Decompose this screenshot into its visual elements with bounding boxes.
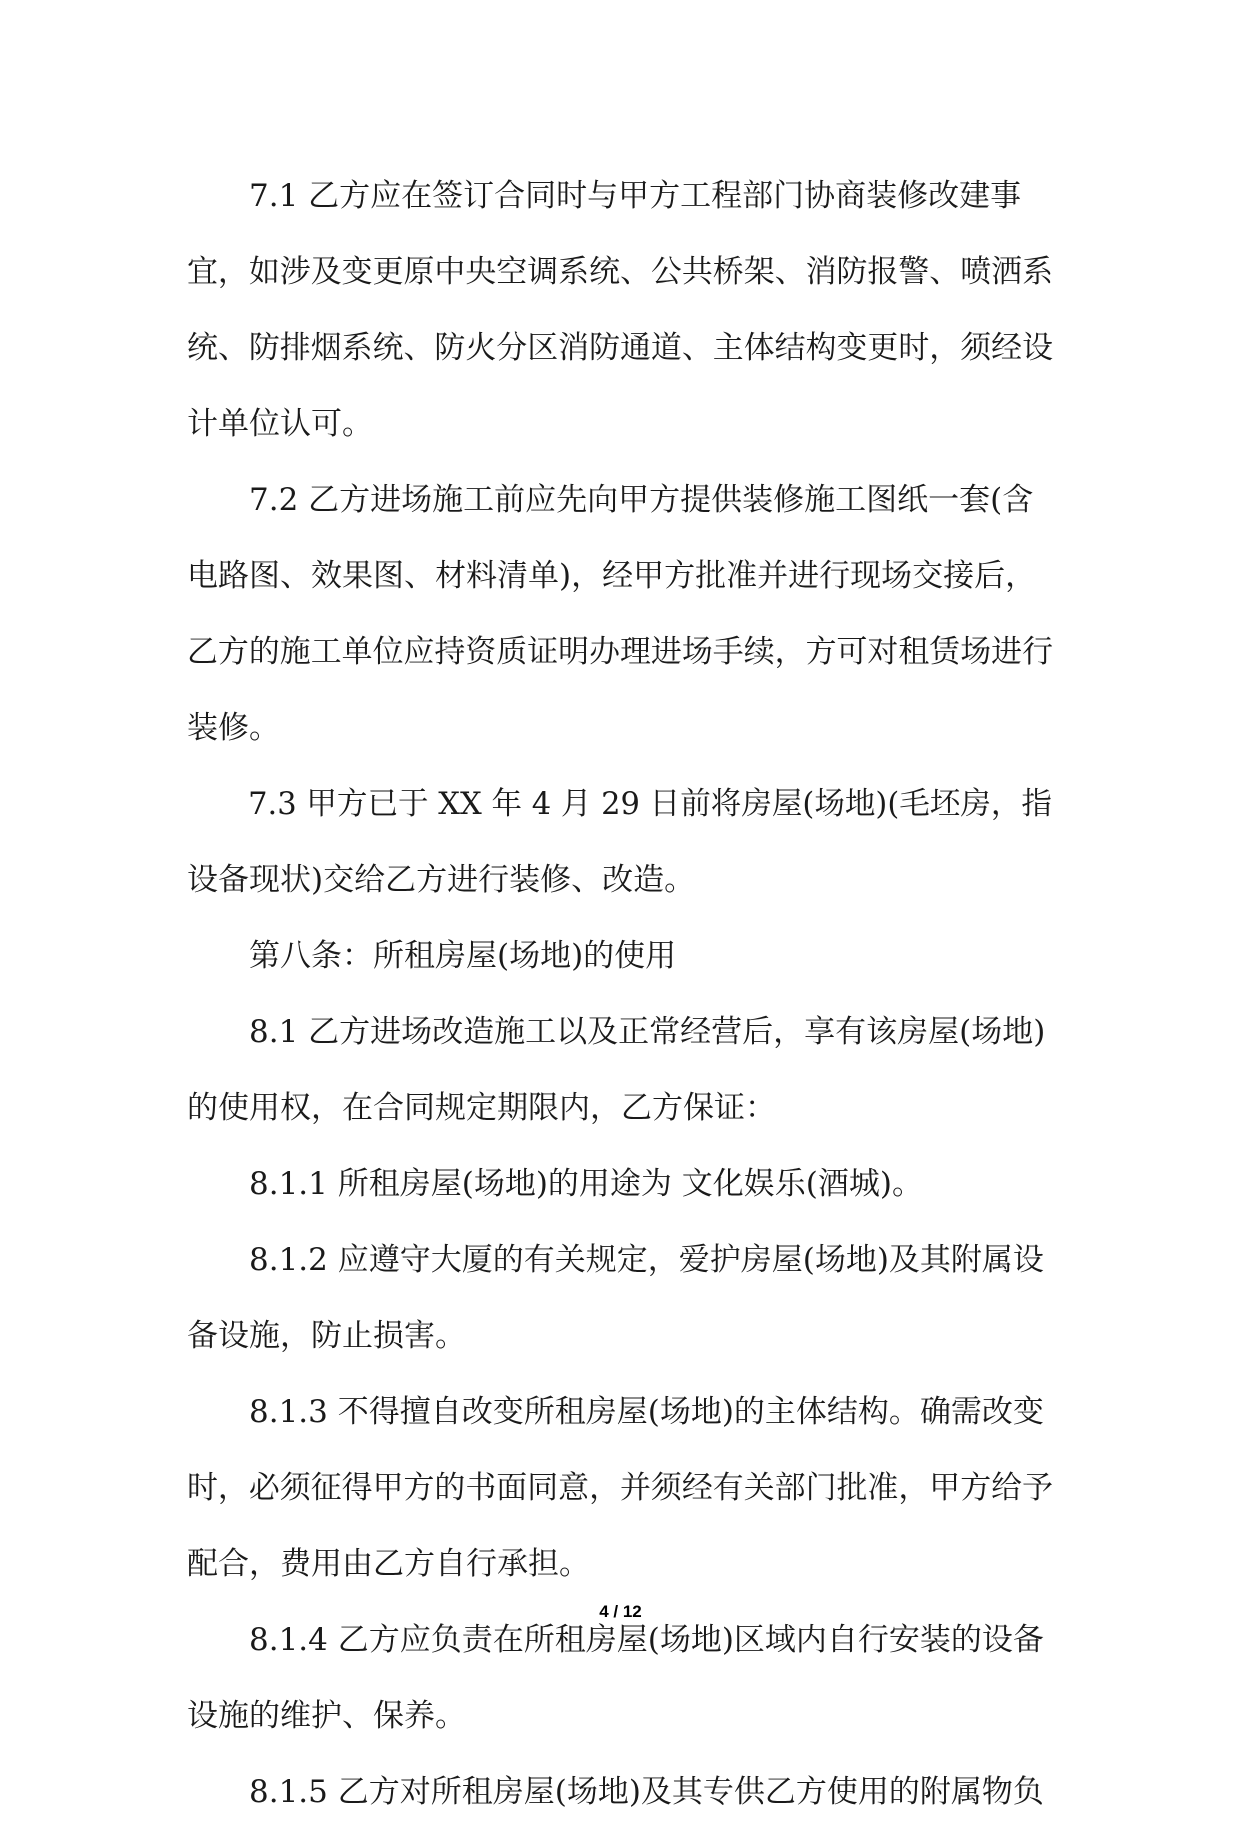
text-line: 7.2 乙方进场施工前应先向甲方提供装修施工图纸一套(含 <box>249 482 1034 518</box>
text-line: 第八条：所租房屋(场地)的使用 <box>249 938 677 974</box>
text-line: 设施的维护、保养。 <box>187 1698 466 1734</box>
document-body <box>187 158 1053 1830</box>
text-line: 8.1.1 所租房屋(场地)的用途为 文化娱乐(酒城)。 <box>249 1166 923 1202</box>
text-line: 8.1.3 不得擅自改变所租房屋(场地)的主体结构。确需改变 <box>249 1394 1044 1430</box>
paragraph <box>187 1602 1053 1754</box>
text-line: 的使用权，在合同规定期限内，乙方保证： <box>187 1090 776 1126</box>
text-line: 电路图、效果图、材料清单)，经甲方批准并进行现场交接后， <box>187 558 1037 594</box>
text-line: 装修。 <box>187 710 280 746</box>
text-line: 设备现状)交给乙方进行装修、改造。 <box>187 862 696 898</box>
text-line: 7.3 甲方已于 XX 年 4 月 29 日前将房屋(场地)(毛坯房，指 <box>248 786 1052 822</box>
paragraph <box>187 158 1053 462</box>
text-line: 乙方的施工单位应持资质证明办理进场手续，方可对租赁场进行 <box>187 634 1054 670</box>
paragraph <box>187 462 1053 766</box>
paragraph <box>187 1222 1053 1374</box>
text-line: 8.1.2 应遵守大厦的有关规定，爱护房屋(场地)及其附属设 <box>249 1242 1044 1278</box>
text-line: 备设施，防止损害。 <box>187 1318 466 1354</box>
text-line: 配合，费用由乙方自行承担。 <box>187 1546 590 1582</box>
text-line: 7.1 乙方应在签订合同时与甲方工程部门协商装修改建事 <box>249 178 1022 214</box>
text-line: 时，必须征得甲方的书面同意，并须经有关部门批准，甲方给予 <box>187 1470 1054 1506</box>
text-line: 宜，如涉及变更原中央空调系统、公共桥架、消防报警、喷洒系 <box>187 254 1054 290</box>
text-line: 统、防排烟系统、防火分区消防通道、主体结构变更时，须经设 <box>187 330 1054 366</box>
paragraph <box>187 1146 1053 1222</box>
paragraph <box>187 1754 1053 1830</box>
page-number: 4 / 12 <box>599 1602 642 1621</box>
paragraph <box>187 1374 1053 1602</box>
paragraph <box>187 918 1053 994</box>
text-line: 8.1.5 乙方对所租房屋(场地)及其专供乙方使用的附属物负 <box>249 1774 1044 1810</box>
paragraph <box>187 766 1053 918</box>
text-line: 8.1 乙方进场改造施工以及正常经营后，享有该房屋(场地) <box>249 1014 1046 1050</box>
paragraph <box>187 994 1053 1146</box>
text-line: 计单位认可。 <box>187 406 373 442</box>
text-line: 8.1.4 乙方应负责在所租房屋(场地)区域内自行安装的设备 <box>249 1622 1044 1658</box>
